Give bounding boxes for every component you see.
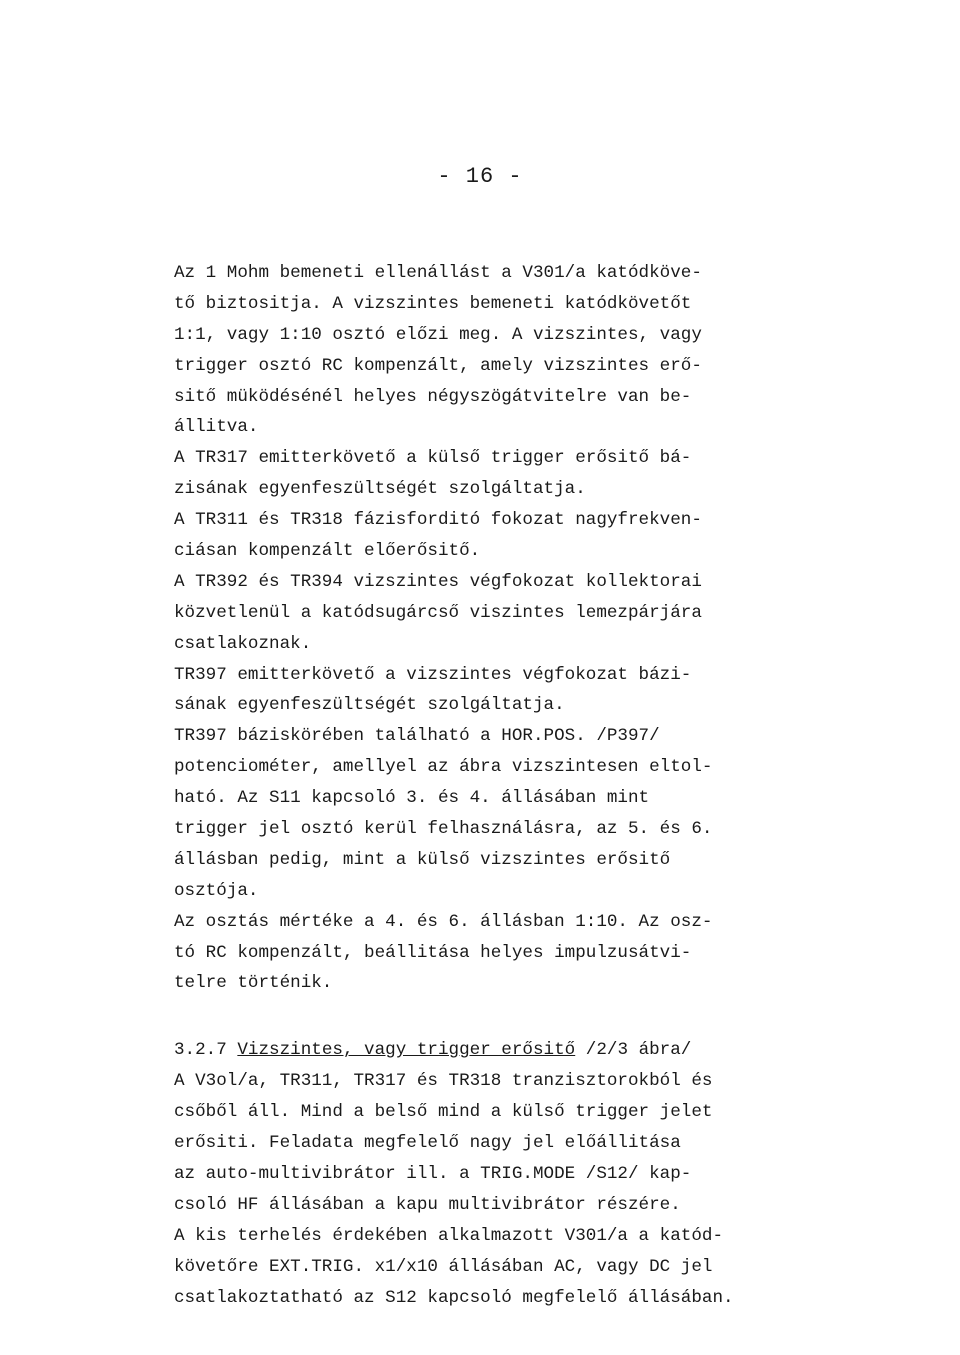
section-title: Vizszintes, vagy trigger erősitő [237, 1040, 576, 1061]
figure-reference: /2/3 ábra/ [585, 1040, 692, 1061]
text-line: 1:1, vagy 1:10 osztó előzi meg. A vizszintes, vagy [174, 324, 702, 345]
text-line: TR397 emitterkövető a vizszintes végfokozat bázi- [174, 664, 692, 685]
text-line: Az osztás mértéke a 4. és 6. állásban 1:10. Az osz- [174, 911, 713, 932]
text-line: A TR392 és TR394 vizszintes végfokozat kollektorai [174, 571, 702, 592]
text-line: közvetlenül a katódsugárcső viszintes lemezpárjára [174, 602, 702, 623]
text-line: tó RC kompenzált, beállitása helyes impulzusátvi- [174, 942, 692, 963]
text-line: tő biztositja. A vizszintes bemeneti katódkövetőt [174, 293, 692, 314]
text-line: követőre EXT.TRIG. x1/x10 állásában AC, vagy DC jel [174, 1256, 713, 1277]
document-body [174, 258, 834, 1313]
section-heading [174, 1035, 834, 1066]
text-line: csatlakoztatható az S12 kapcsoló megfelelő állásában. [174, 1287, 734, 1308]
paragraph-1 [174, 258, 834, 999]
text-line: A V3ol/a, TR311, TR317 és TR318 tranzisztorokból és [174, 1071, 713, 1092]
text-line: A kis terhelés érdekében alkalmazott V301/a a katód- [174, 1225, 724, 1246]
text-line: TR397 báziskörében található a HOR.POS. /P397/ [174, 726, 660, 747]
text-line: sának egyenfeszültségét szolgáltatja. [174, 695, 565, 716]
text-line: az auto-multivibrátor ill. a TRIG.MODE /S12/ kap- [174, 1163, 692, 1184]
text-line: zisának egyenfeszültségét szolgáltatja. [174, 479, 586, 500]
text-line: osztója. [174, 880, 259, 901]
text-line: sitő müködésénél helyes négyszögátvitelre van be- [174, 386, 692, 407]
text-line: állásban pedig, mint a külső vizszintes erősitő [174, 849, 671, 870]
text-line: A TR311 és TR318 fázisforditó fokozat nagyfrekven- [174, 510, 702, 531]
text-line: trigger jel osztó kerül felhasználásra, az 5. és 6. [174, 819, 713, 840]
text-line: csőből áll. Mind a belső mind a külső trigger jelet [174, 1102, 713, 1123]
text-line: csoló HF állásában a kapu multivibrátor részére. [174, 1194, 681, 1215]
section-gap [174, 999, 834, 1035]
text-line: trigger osztó RC kompenzált, amely vizszintes erő- [174, 355, 702, 376]
text-line: csatlakoznak. [174, 633, 312, 654]
text-line: ciásan kompenzált előerősitő. [174, 541, 481, 562]
text-line: potenciométer, amellyel az ábra vizszintesen eltol- [174, 757, 713, 778]
paragraph-2 [174, 1066, 834, 1313]
page-number: - 16 - [437, 164, 523, 189]
text-line: telre történik. [174, 973, 333, 994]
section-number: 3.2.7 [174, 1040, 227, 1061]
text-line: ható. Az S11 kapcsoló 3. és 4. állásában mint [174, 788, 650, 809]
text-line: erősiti. Feladata megfelelő nagy jel előállitása [174, 1133, 681, 1154]
text-line: A TR317 emitterkövető a külső trigger erősitő bá- [174, 448, 692, 469]
text-line: Az 1 Mohm bemeneti ellenállást a V301/a katódköve- [174, 263, 702, 283]
text-line: állitva. [174, 417, 259, 438]
